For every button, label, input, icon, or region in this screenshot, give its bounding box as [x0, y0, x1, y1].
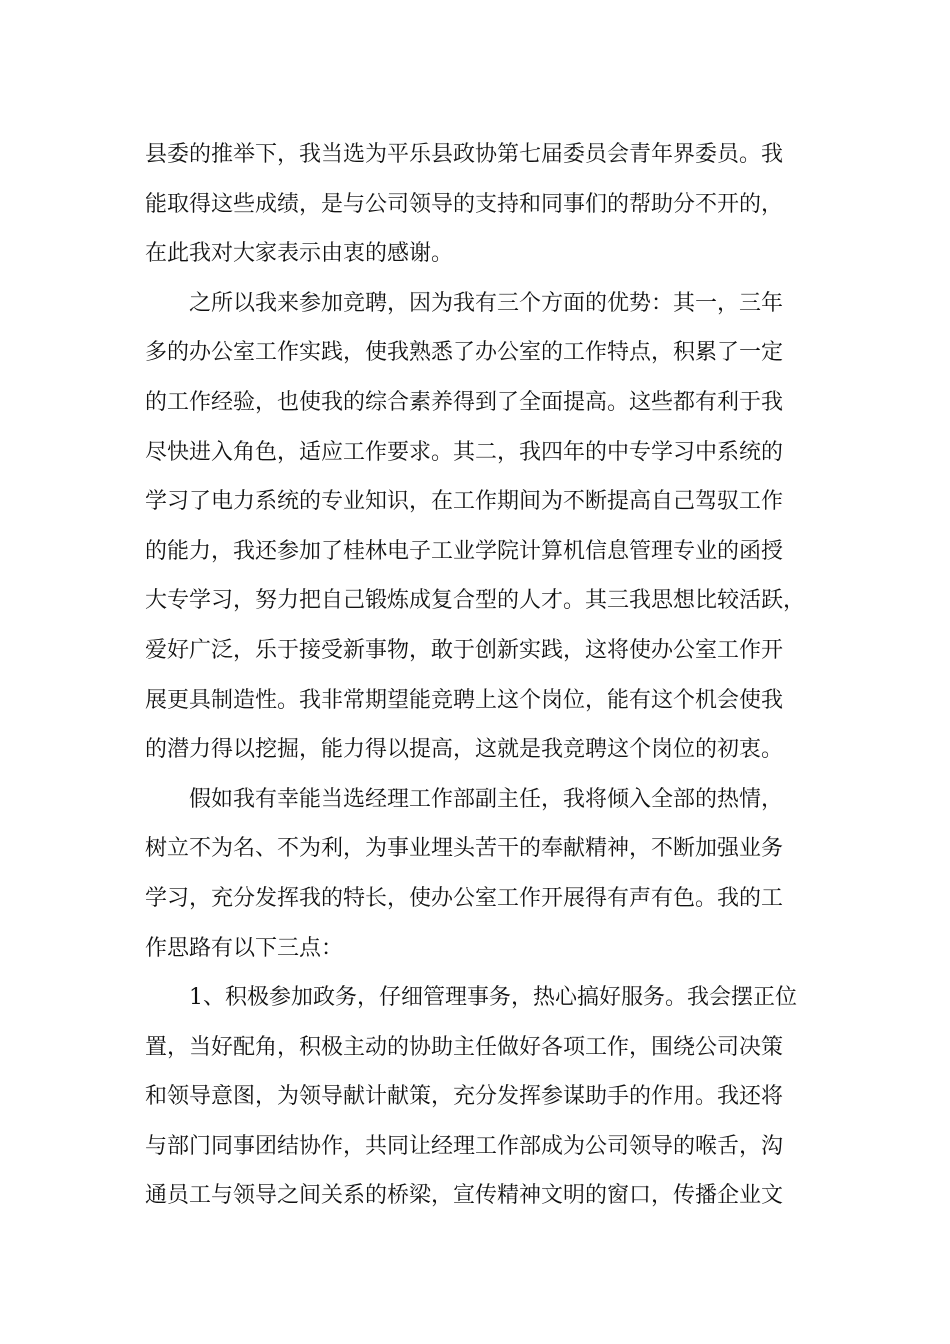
text-line: 县委的推举下，我当选为平乐县政协第七届委员会青年界委员。我	[145, 142, 784, 167]
text-line: 与部门同事团结协作，共同让经理工作部成为公司领导的喉舌，沟	[145, 1133, 784, 1159]
text-line: 学习，充分发挥我的特长，使办公室工作开展得有声有色。我的工	[145, 885, 784, 911]
text-line: 尽快进入角色，适应工作要求。其二，我四年的中专学习中系统的	[145, 439, 784, 465]
paragraph-3	[145, 775, 815, 973]
text-line: 能取得这些成绩，是与公司领导的支持和同事们的帮助分不开的，	[145, 191, 784, 217]
text-line: 展更具制造性。我非常期望能竞聘上这个岗位，能有这个机会使我	[145, 687, 784, 713]
paragraph-4	[145, 973, 815, 1221]
text-line: 假如我有幸能当选经理工作部副主任，我将倾入全部的热情，	[189, 786, 784, 812]
document-body	[145, 130, 815, 1221]
text-line: 的工作经验，也使我的综合素养得到了全面提高。这些都有利于我	[145, 389, 784, 415]
paragraph-2	[145, 279, 815, 775]
text-line: 爱好广泛，乐于接受新事物，敢于创新实践，这将使办公室工作开	[145, 637, 784, 663]
text-line: 大专学习，努力把自己锻炼成复合型的人才。其三我思想比较活跃，	[145, 588, 806, 614]
text-line: 1、积极参加政务，仔细管理事务，热心搞好服务。我会摆正位	[189, 985, 797, 1011]
paragraph-1	[145, 130, 815, 279]
text-line: 置，当好配角，积极主动的协助主任做好各项工作，围绕公司决策	[145, 1034, 784, 1060]
text-line: 之所以我来参加竞聘，因为我有三个方面的优势：其一，三年	[189, 290, 784, 316]
text-line: 学习了电力系统的专业知识，在工作期间为不断提高自己驾驭工作	[145, 489, 784, 515]
text-line: 的能力，我还参加了桂林电子工业学院计算机信息管理专业的函授	[145, 538, 784, 564]
text-line: 和领导意图，为领导献计献策，充分发挥参谋助手的作用。我还将	[145, 1084, 784, 1110]
text-line: 在此我对大家表示由衷的感谢。	[145, 241, 454, 267]
text-line: 的潜力得以挖掘，能力得以提高，这就是我竞聘这个岗位的初衷。	[145, 737, 784, 763]
text-line: 通员工与领导之间关系的桥梁，宣传精神文明的窗口，传播企业文	[145, 1183, 784, 1209]
text-line: 树立不为名、不为利，为事业埋头苦干的奉献精神，不断加强业务	[145, 836, 784, 862]
text-line: 多的办公室工作实践，使我熟悉了办公室的工作特点，积累了一定	[145, 340, 784, 366]
text-line: 作思路有以下三点：	[145, 935, 344, 961]
